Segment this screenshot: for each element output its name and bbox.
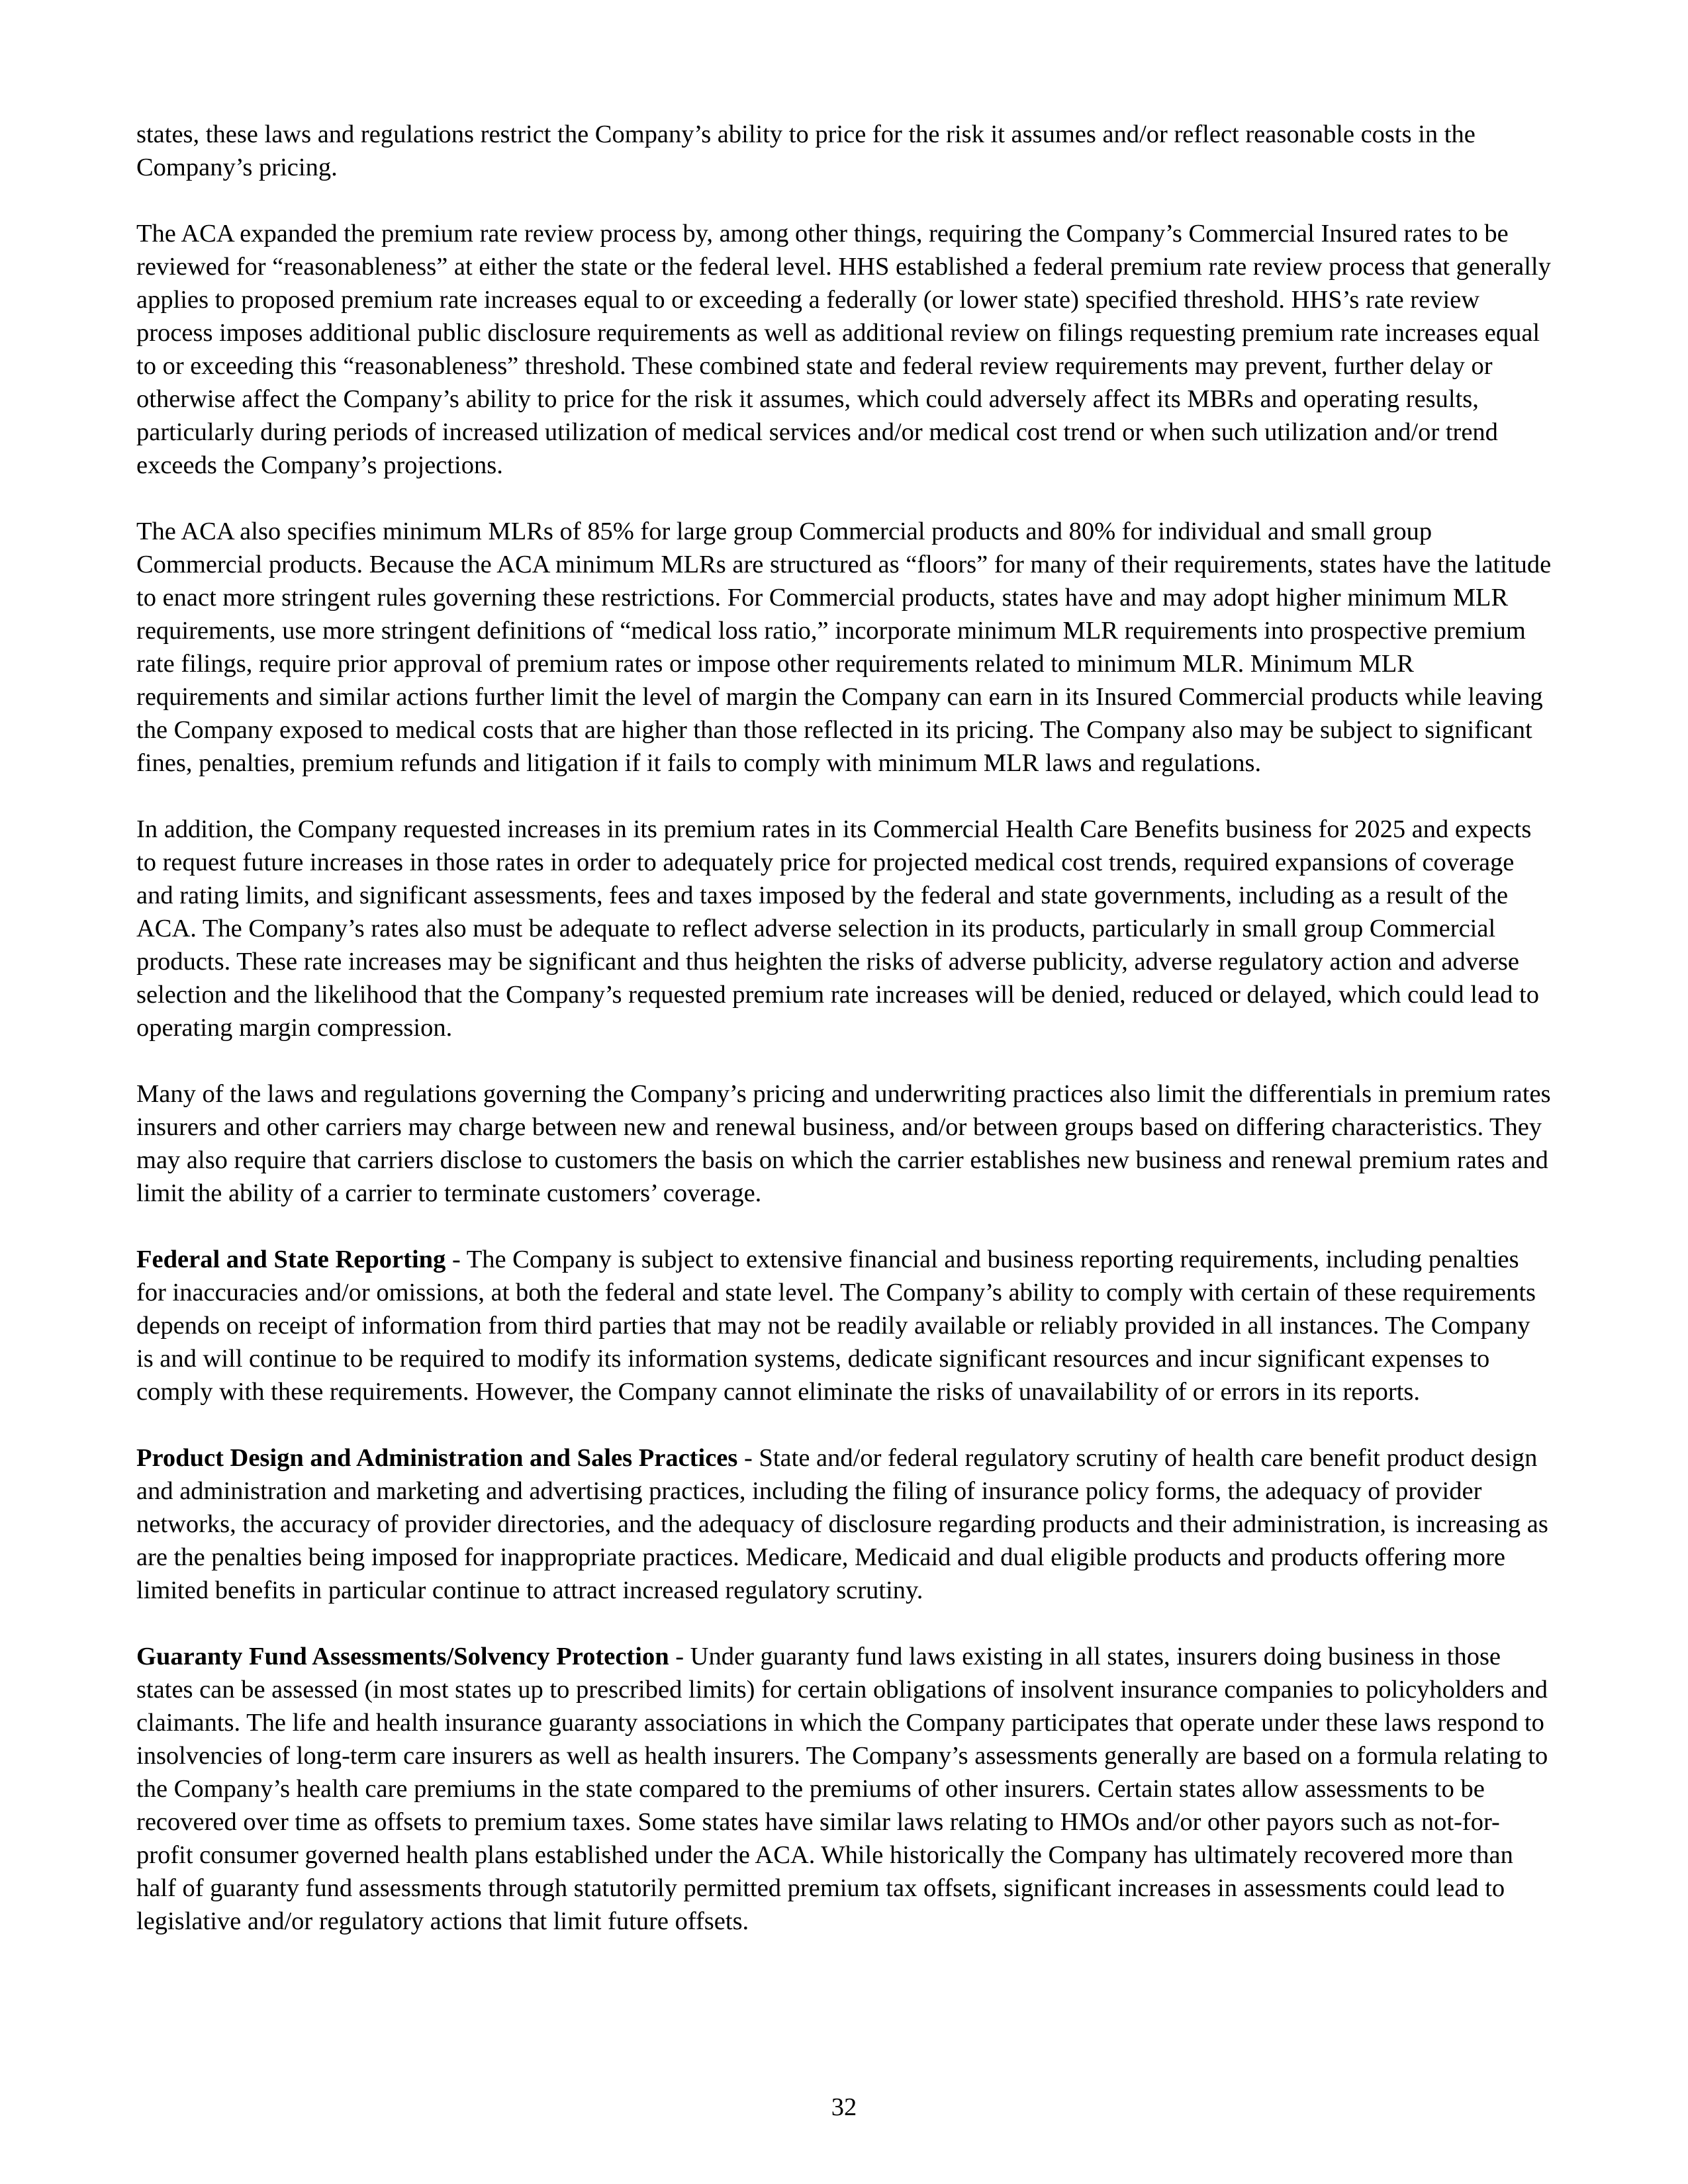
paragraph-text: The ACA also specifies minimum MLRs of 85% for large group Commercial products and 80% for individual and small group Commercial products. Because the ACA minimum MLRs are structured as “floors” for many of their requirements, states have the latitude to enact more stringent rules governing these restrictions. For Commercial products, states have and may adopt higher minimum MLR requirements, use more stringent definitions of “medical loss ratio,” incorporate minimum MLR requirements into prospective premium rate filings, require prior approval of premium rates or impose other requirements related to minimum MLR. Minimum MLR requirements and similar actions further limit the level of margin the Company can earn in its Insured Commercial products while leaving the Company exposed to medical costs that are higher than those reflected in its pricing. The Company also may be subject to significant fines, penalties, premium refunds and litigation if it fails to comply with minimum MLR laws and regulations. [136,518,1552,777]
paragraph-text: Many of the laws and regulations governing the Company’s pricing and underwriting practices also limit the differentials in premium rates insurers and other carriers may charge between new and renewal business, and/or between groups based on differing characteristics. They may also require that carriers disclose to customers the basis on which the carrier establishes new business and renewal premium rates and limit the ability of a carrier to terminate customers’ coverage. [136,1080,1551,1207]
paragraph-federal-state-reporting [136,1243,1553,1408]
paragraph-premium-rate-increases [136,813,1553,1044]
section-heading: Guaranty Fund Assessments/Solvency Protection [136,1643,669,1670]
paragraph-aca-minimum-mlr [136,515,1553,780]
paragraph-text: states, these laws and regulations restrict the Company’s ability to price for the risk it assumes and/or reflect reasonable costs in the Company’s pricing. [136,120,1476,181]
page-number: 32 [831,2093,857,2121]
section-heading: Product Design and Administration and Sales Practices [136,1444,738,1472]
section-heading: Federal and State Reporting [136,1246,446,1273]
paragraph-guaranty-fund [136,1640,1553,1938]
paragraph-pricing-underwriting [136,1077,1553,1210]
paragraph-text: - The Company is subject to extensive financial and business reporting requirements, including penalties for inaccuracies and/or omissions, at both the federal and state level. The Company’s ability to comply with certain of these requirements depends on receipt of information from third parties that may not be readily available or reliably provided in all instances. The Company is and will continue to be required to modify its information systems, dedicate significant resources and incur significant expenses to comply with these requirements. However, the Company cannot eliminate the risks of unavailability of or errors in its reports. [136,1246,1536,1406]
paragraph-text: In addition, the Company requested increases in its premium rates in its Commercial Health Care Benefits business for 2025 and expects to request future increases in those rates in order to adequately price for projected medical cost trends, required expansions of coverage and rating limits, and significant assessments, fees and taxes imposed by the federal and state governments, including as a result of the ACA. The Company’s rates also must be adequate to reflect adverse selection in its products, particularly in small group Commercial products. These rate increases may be significant and thus heighten the risks of adverse publicity, adverse regulatory action and adverse selection and the likelihood that the Company’s requested premium rate increases will be denied, reduced or delayed, which could lead to operating margin compression. [136,815,1539,1042]
paragraph-rate-restrictions-continued [136,118,1553,184]
paragraph-text: - State and/or federal regulatory scrutiny of health care benefit product design and administration and marketing and advertising practices, including the filing of insurance policy forms, the adequacy of provider networks, the accuracy of provider directories, and the adequacy of disclosure regarding products and their administration, is increasing as are the penalties being imposed for inappropriate practices. Medicare, Medicaid and dual eligible products and products offering more limited benefits in particular continue to attract increased regulatory scrutiny. [136,1444,1548,1604]
document-page [136,118,1553,1971]
paragraph-product-design-sales [136,1441,1553,1607]
paragraph-text: - Under guaranty fund laws existing in all states, insurers doing business in those states can be assessed (in most states up to prescribed limits) for certain obligations of insolvent insurance companies to policyholders and claimants. The life and health insurance guaranty associations in which the Company participates that operate under these laws respond to insolvencies of long-term care insurers as well as health insurers. The Company’s assessments generally are based on a formula relating to the Company’s health care premiums in the state compared to the premiums of other insurers. Certain states allow assessments to be recovered over time as offsets to premium taxes. Some states have similar laws relating to HMOs and/or other payors such as not-for-profit consumer governed health plans established under the ACA. While historically the Company has ultimately recovered more than half of guaranty fund assessments through statutorily permitted premium tax offsets, significant increases in assessments could lead to legislative and/or regulatory actions that limit future offsets. [136,1643,1548,1935]
paragraph-aca-rate-review [136,217,1553,482]
paragraph-text: The ACA expanded the premium rate review process by, among other things, requiring the Company’s Commercial Insured rates to be reviewed for “reasonableness” at either the state or the federal level. HHS established a federal premium rate review process that generally applies to proposed premium rate increases equal to or exceeding a federally (or lower state) specified threshold. HHS’s rate review process imposes additional public disclosure requirements as well as additional review on filings requesting premium rate increases equal to or exceeding this “reasonableness” threshold. These combined state and federal review requirements may prevent, further delay or otherwise affect the Company’s ability to price for the risk it assumes, which could adversely affect its MBRs and operating results, particularly during periods of increased utilization of medical services and/or medical cost trend or when such utilization and/or trend exceeds the Company’s projections. [136,220,1551,479]
